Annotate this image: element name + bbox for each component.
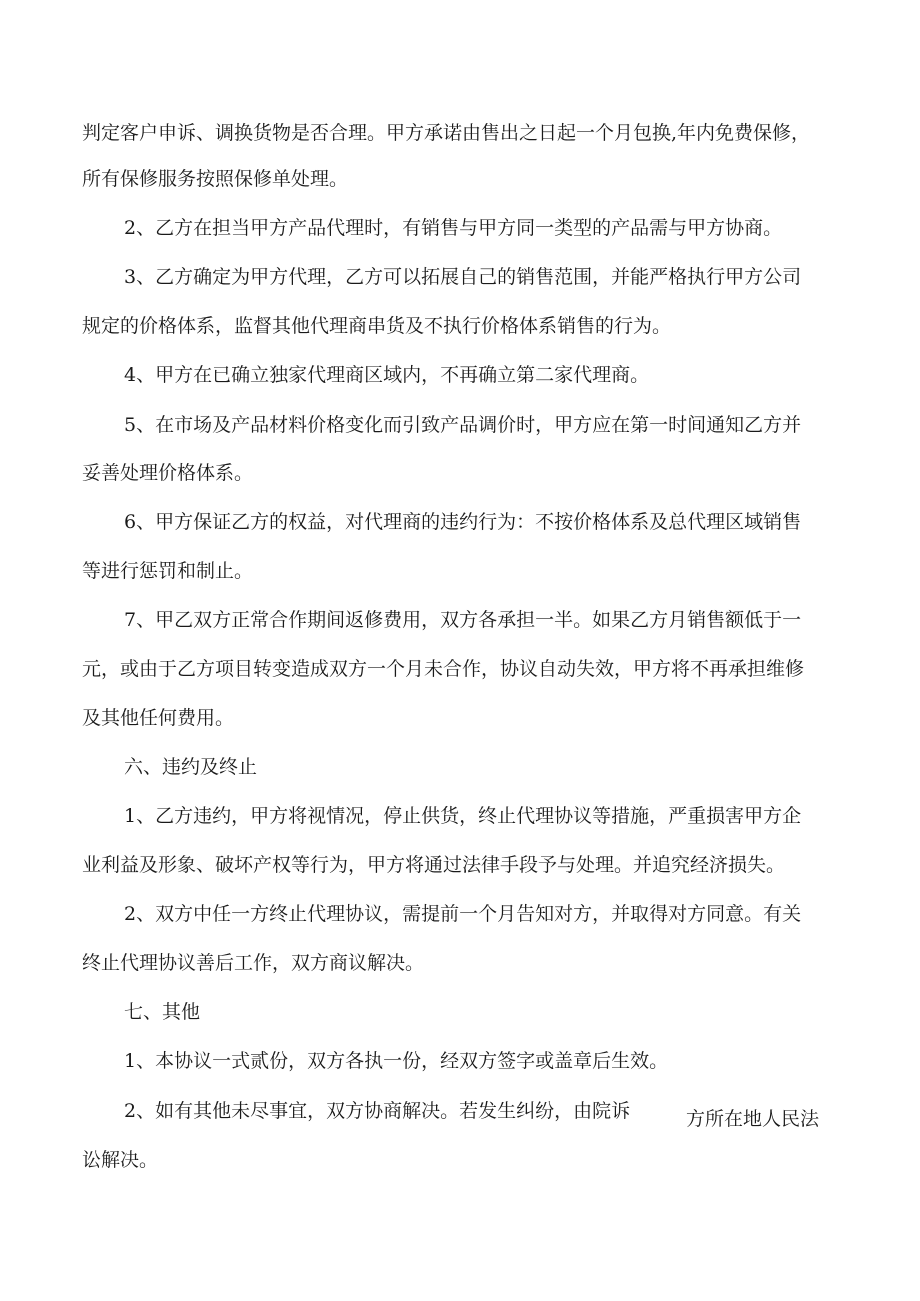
text-line: 等进行惩罚和制止。 [82,560,254,582]
text-line: 讼解决。 [82,1149,159,1171]
text-line: 2、双方中任一方终止代理协议，需提前一个月告知对方，并取得对方同意。有关 [124,903,802,925]
text-line: 2、乙方在担当甲方产品代理时，有销售与甲方同一类型的产品需与甲方协商。 [124,217,783,239]
text-line: 业利益及形象、破坏产权等行为，甲方将通过法律手段予与处理。并追究经济损失。 [82,854,786,876]
text-line: 所有保修服务按照保修单处理。 [82,168,349,190]
text-line: 判定客户申诉、调换货物是否合理。甲方承诺由售出之日起一个月包换,年内免费保修， [82,122,811,144]
text-line: 4、甲方在已确立独家代理商区域内，不再确立第二家代理商。 [124,364,650,386]
text-line: 7、甲乙双方正常合作期间返修费用，双方各承担一半。如果乙方月销售额低于一 [124,609,802,631]
text-line: 3、乙方确定为甲方代理，乙方可以拓展自己的销售范围，并能严格执行甲方公司 [124,266,802,288]
text-line: 6、甲方保证乙方的权益，对代理商的违约行为：不按价格体系及总代理区域销售 [124,511,802,533]
text-line: 终止代理协议善后工作，双方商议解决。 [82,952,425,974]
text-line: 妥善处理价格体系。 [82,462,254,484]
text-line: 规定的价格体系，监督其他代理商串货及不执行价格体系销售的行为。 [82,315,672,337]
text-line-fragment: 方所在地人民法 [686,1108,820,1130]
text-line: 5、在市场及产品材料价格变化而引致产品调价时，甲方应在第一时间通知乙方并 [124,414,802,436]
text-line: 及其他任何费用。 [82,707,235,729]
section-heading: 七、其他 [124,1001,201,1023]
text-line: 1、本协议一式贰份，双方各执一份，经双方签字或盖章后生效。 [124,1050,669,1072]
section-heading: 六、违约及终止 [124,756,258,778]
text-line: 元，或由于乙方项目转变造成双方一个月未合作，协议自动失效，甲方将不再承担维修 [82,658,805,680]
text-line: 2、如有其他未尽事宜，双方协商解决。若发生纠纷，由院诉 [124,1100,631,1122]
text-line: 1、乙方违约，甲方将视情况，停止供货，终止代理协议等措施，严重损害甲方企 [124,805,802,827]
